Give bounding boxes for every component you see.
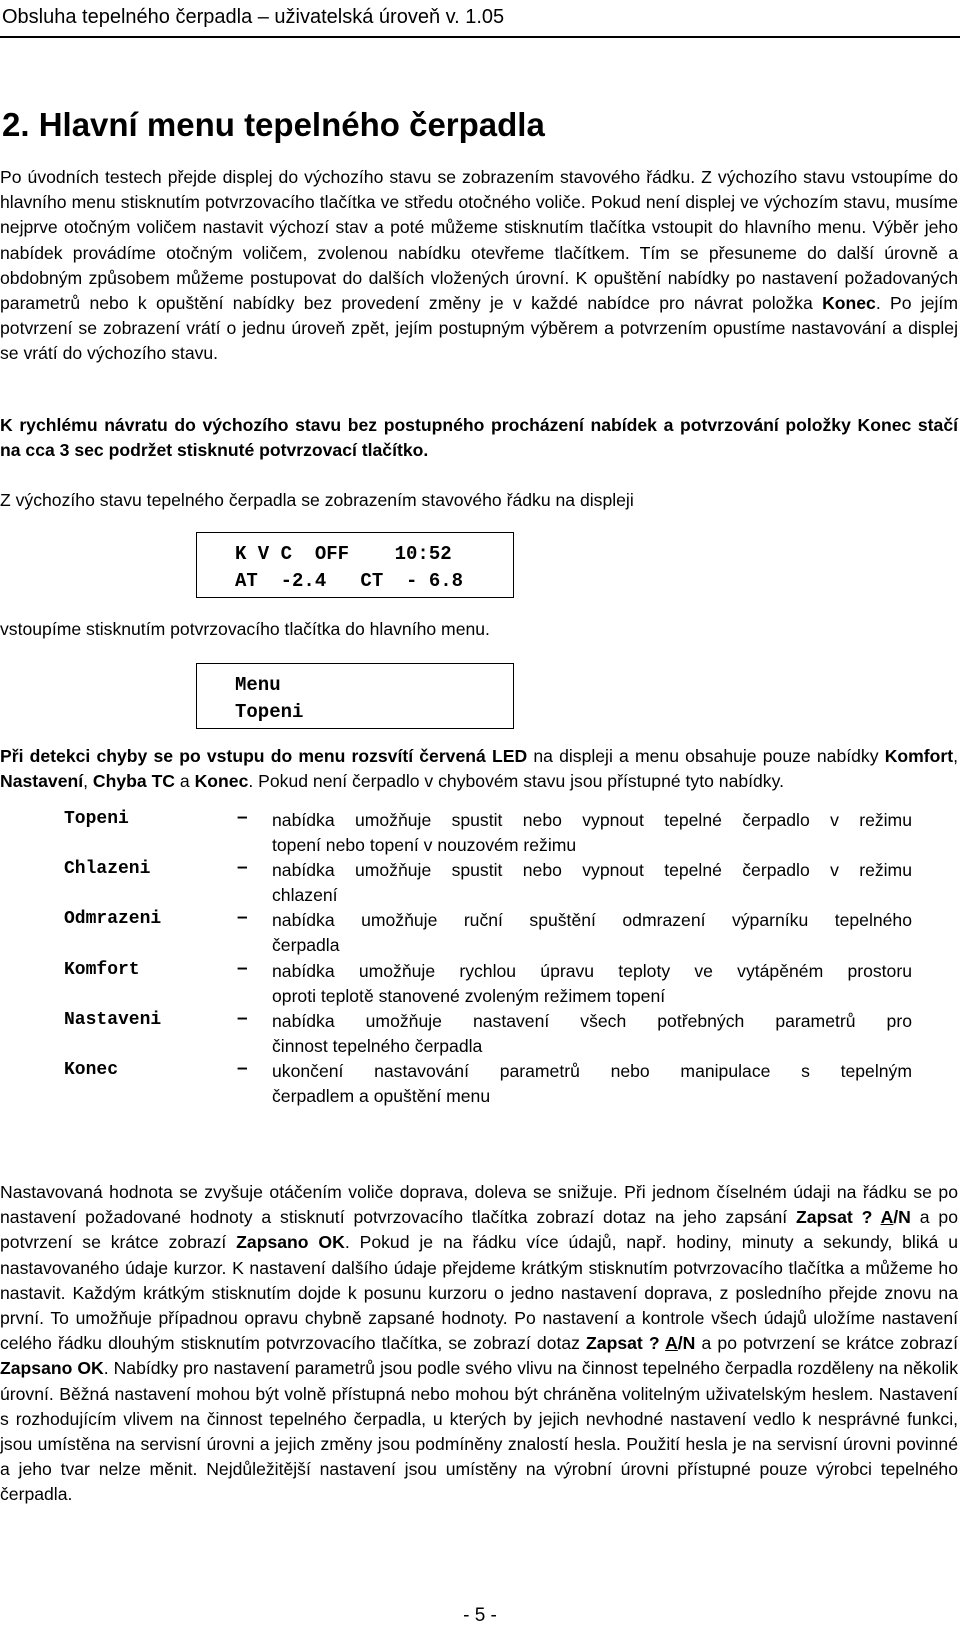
nav-bold-n-1: /N <box>893 1207 911 1228</box>
quick-return-paragraph: K rychlému návratu do výchozího stavu bez postupného procházení nabídek a potvrzování položky Konec stačí na cca 3 sec podržet stisknuté potvrzovací tlačítko. <box>0 415 958 461</box>
error-bold-nastaveni: Nastavení <box>0 771 84 792</box>
error-text-5: . Pokud není čerpadlo v chybovém stavu jsou přístupné tyto nabídky. <box>248 771 784 792</box>
menu-option-nastaveni <box>0 1008 960 1058</box>
option-dash: – <box>237 1008 248 1029</box>
option-desc-line-1: nabídka umožňuje nastavení všech potřebných parametrů pro <box>272 1011 912 1031</box>
option-dash: – <box>237 907 248 928</box>
error-bold-komfort: Komfort <box>884 746 954 766</box>
nav-bold-zapsat-1: Zapsat ? <box>796 1207 881 1228</box>
option-description <box>272 808 912 858</box>
nav-bold-a-2: A <box>665 1333 678 1354</box>
nav-text-1: Nastavovaná hodnota se zvyšuje otáčením voliče doprava, doleva se snižuje. Při jednom číselném údaji na řádku se po nastavení požadované hodnoty a stisknutí potvrzovacího tlačítka zobrazí dotaz na jeho zapsání <box>0 1182 958 1228</box>
option-desc-line-1: nabídka umožňuje ruční spuštění odmrazení výparníku tepelného <box>272 910 912 930</box>
option-key: Odmrazeni <box>64 909 162 929</box>
option-dash: – <box>237 958 248 979</box>
lcd-status-line-1: K V C OFF 10:52 <box>235 543 452 565</box>
running-header: Obsluha tepelného čerpadla – uživatelská úroveň v. 1.05 <box>0 2 960 38</box>
error-bold-1: Při detekci chyby se po vstupu do menu rozsvítí červená LED <box>0 746 528 766</box>
nav-bold-zapsat-2: Zapsat ? <box>586 1333 666 1354</box>
from-state-paragraph: Z výchozího stavu tepelného čerpadla se zobrazením stavového řádku na displeji <box>0 490 634 510</box>
option-desc-line-2: oproti teplotě stanovené zvoleným režimem topení <box>272 986 666 1007</box>
nav-text-4: a po potvrzení se krátce zobrazí <box>695 1333 958 1354</box>
option-description <box>272 959 912 1009</box>
option-description <box>272 858 912 908</box>
error-text-3: , <box>83 771 93 792</box>
option-desc-line-1: nabídka umožňuje spustit nebo vypnout tepelné čerpadlo v režimu <box>272 860 912 880</box>
option-desc-line-1: nabídka umožňuje spustit nebo vypnout tepelné čerpadlo v režimu <box>272 810 912 830</box>
nav-bold-zapsano-2: Zapsano OK <box>0 1358 104 1379</box>
option-desc-line-1: nabídka umožňuje rychlou úpravu teploty ve vytápěném prostoru <box>272 961 912 981</box>
nav-text-5: . Nabídky pro nastavení parametrů jsou podle svého vlivu na činnost tepelného čerpadla rozděleny na několik úrovní. Běžná nastavení mohou být volně přístupná nebo mohou být chráněna volitelným uživatelským heslem. Nastavení s rozhodujícím vlivem na činnost tepelného čerpadla, u kterých by jejich nevhodné nastavení vedlo k nesprávné funkci, jsou umístěna na servisní úrovni a jejich změny jsou podmíněny znalostí hesla. Použití hesla je na servisní úrovni povinné a jeho tvar nelze měnit. Nejdůležitější nastavení jsou umístěny na výrobní úrovni přístupné pouze výrobci tepelného čerpadla. <box>0 1358 958 1505</box>
menu-option-chlazeni <box>0 857 960 907</box>
lcd-menu-display <box>196 663 514 729</box>
intro-paragraph <box>0 165 958 367</box>
lcd-menu-line-1: Menu <box>235 674 281 696</box>
option-description <box>272 1009 912 1059</box>
section-title: 2. Hlavní menu tepelného čerpadla <box>2 106 545 143</box>
navigation-paragraph <box>0 1180 958 1508</box>
error-text-2: , <box>953 746 958 766</box>
nav-bold-n-2: /N <box>677 1333 696 1354</box>
nav-bold-a-1: A <box>880 1207 894 1228</box>
option-description <box>272 908 912 958</box>
nav-bold-zapsano-1: Zapsano OK <box>236 1232 345 1253</box>
option-desc-line-2: čerpadlem a opuštění menu <box>272 1086 491 1107</box>
option-key: Komfort <box>64 960 140 980</box>
option-desc-line-2: činnost tepelného čerpadla <box>272 1036 483 1057</box>
option-key: Topeni <box>64 809 129 829</box>
menu-option-odmrazeni <box>0 907 960 957</box>
lcd-status-line-2: AT -2.4 CT - 6.8 <box>235 570 464 592</box>
enter-menu-paragraph: vstoupíme stisknutím potvrzovacího tlačítka do hlavního menu. <box>0 619 490 639</box>
page-number: - 5 - <box>463 1605 497 1626</box>
lcd-status-display <box>196 532 514 598</box>
option-key: Konec <box>64 1060 119 1080</box>
menu-option-konec <box>0 1058 960 1108</box>
option-description <box>272 1059 912 1109</box>
intro-konec: Konec <box>822 293 876 314</box>
option-desc-line-2: chlazení <box>272 885 338 906</box>
menu-option-komfort <box>0 958 960 1008</box>
option-desc-line-2: topení nebo topení v nouzovém režimu <box>272 835 577 856</box>
error-bold-chyba: Chyba TC <box>92 771 176 792</box>
menu-option-topeni <box>0 807 960 857</box>
error-bold-konec: Konec <box>194 771 249 792</box>
error-text-4: a <box>175 771 195 792</box>
error-paragraph <box>0 744 958 794</box>
error-text-1: na displeji a menu obsahuje pouze nabídky <box>527 746 885 766</box>
option-desc-line-1: ukončení nastavování parametrů nebo manipulace s tepelným <box>272 1061 912 1081</box>
option-desc-line-2: čerpadla <box>272 935 340 956</box>
option-dash: – <box>237 1058 248 1079</box>
lcd-menu-line-2: Topeni <box>235 701 304 723</box>
option-key: Nastaveni <box>64 1010 162 1030</box>
nav-text-3: . Pokud je na řádku více údajů, např. hodiny, minuty a sekundy, bliká u nastavovaného údaje kurzor. K nastavení dalšího údaje přejdeme krátkým stisknutím potvrzovacího tlačítka a můžeme ho nastavit. Každým krátkým stisknutím dojde k posunu kurzoru o jedno nastavení doprava, z posledního přejde znovu na první. To umožňuje případnou opravu chybně zapsané hodnoty. Po nastavení a kontrole všech údajů uložíme nastavení celého řádku dlouhým stisknutím potvrzovacího tlačítka, se zobrazí dotaz <box>0 1232 959 1354</box>
option-dash: – <box>237 857 248 878</box>
option-dash: – <box>237 807 248 828</box>
intro-text-1: Po úvodních testech přejde displej do výchozího stavu se zobrazením stavového řádku. Z výchozího stavu vstoupíme do hlavního menu stisknutím potvrzovacího tlačítka ve středu otočného voliče. Pokud není displej ve výchozím stavu, musíme nejprve otočným voličem nastavit výchozí stav a poté můžeme stisknutím tlačítka vstoupit do hlavního menu. Výběr jeho nabídek provádíme otočným voličem, zvolenou nabídku otevřeme tlačítkem. Tím se přesuneme do další úrovně a obdobným způsobem můžeme postupovat do dalších vložených úrovní. K opuštění nabídky po nastavení požadovaných parametrů nebo k opuštění nabídky bez provedení změny je v každé nabídce pro návrat položka <box>0 167 958 314</box>
option-key: Chlazeni <box>64 859 151 879</box>
nav-text-2: a po potvrzení se krátce zobrazí <box>0 1207 958 1253</box>
intro-text-2: . Po jejím potvrzení se zobrazení vrátí o jednu úroveň zpět, jejím postupným výběrem a potvrzením opustíme nastavování a displej se vrátí do výchozího stavu. <box>0 293 958 364</box>
